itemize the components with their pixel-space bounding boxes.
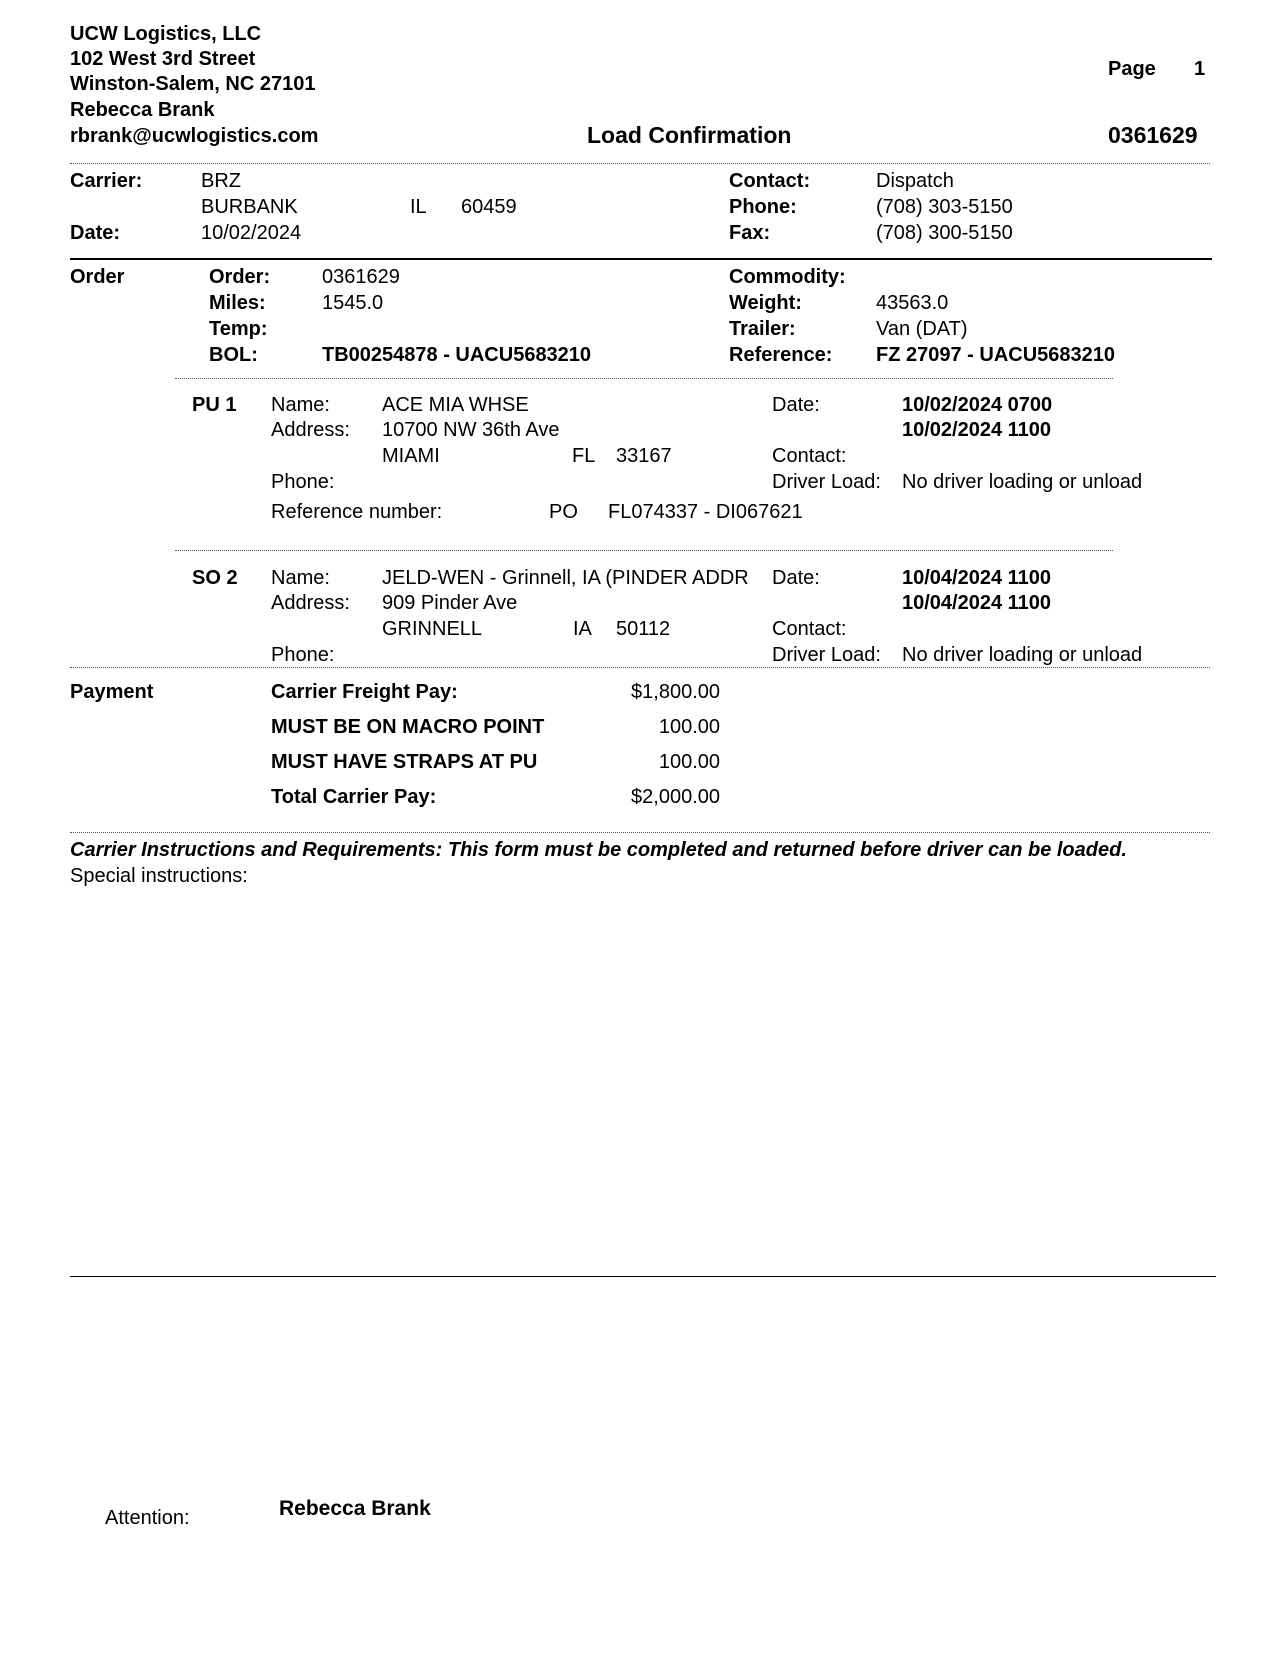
stop-1-state: FL <box>572 445 596 467</box>
stop-2-date-label: Date: <box>772 567 820 589</box>
payment-divider <box>70 832 1210 833</box>
payment-section-label: Payment <box>70 681 154 703</box>
stop-1-contact-label: Contact: <box>772 445 847 467</box>
payment-line-label: MUST BE ON MACRO POINT <box>271 716 545 738</box>
stop-2-code: SO 2 <box>192 567 238 589</box>
company-name: UCW Logistics, LLC <box>70 23 262 45</box>
instructions-heading: Carrier Instructions and Requirements: This form must be completed and returned before driver can be loaded. <box>70 839 1127 861</box>
attention-name: Rebecca Brank <box>279 1497 431 1520</box>
carrier-divider <box>70 258 1212 260</box>
stop-2-address: 909 Pinder Ave <box>382 592 518 614</box>
stop-2-driver-load-label: Driver Load: <box>772 644 881 666</box>
document-title: Load Confirmation <box>587 122 792 148</box>
company-email: rbrank@ucwlogistics.com <box>70 125 319 147</box>
stop-1-code: PU 1 <box>192 394 237 416</box>
order-weight-value: 43563.0 <box>876 292 949 314</box>
carrier-phone-label: Phone: <box>729 196 797 218</box>
order-commodity-label: Commodity: <box>729 266 846 288</box>
carrier-contact-label: Contact: <box>729 170 811 192</box>
order-temp-label: Temp: <box>209 318 268 340</box>
stop-2-name-label: Name: <box>271 567 330 589</box>
carrier-fax-label: Fax: <box>729 222 771 244</box>
order-number-value: 0361629 <box>322 266 400 288</box>
stop-1-phone-label: Phone: <box>271 471 335 493</box>
payment-line-label: Carrier Freight Pay: <box>271 681 458 703</box>
company-contact-name: Rebecca Brank <box>70 99 215 121</box>
order-miles-label: Miles: <box>209 292 266 314</box>
order-weight-label: Weight: <box>729 292 802 314</box>
company-city-state-zip: Winston-Salem, NC 27101 <box>70 73 316 95</box>
stops-divider <box>70 667 1210 668</box>
payment-line-label: MUST HAVE STRAPS AT PU <box>271 751 538 773</box>
stop-1-zip: 33167 <box>616 445 672 467</box>
payment-line-amount: 100.00 <box>658 751 720 773</box>
stop-2-driver-load: No driver loading or unload <box>902 644 1143 666</box>
order-number-label: Order: <box>209 266 271 288</box>
stop-1-address-label: Address: <box>271 419 350 441</box>
stop-2-contact-label: Contact: <box>772 618 847 640</box>
payment-total-label: Total Carrier Pay: <box>271 786 437 808</box>
signature-line <box>70 1276 1216 1277</box>
document-number: 0361629 <box>1108 122 1198 148</box>
stop-1-date-to: 10/02/2024 1100 <box>902 419 1052 441</box>
carrier-value: BRZ <box>201 170 241 192</box>
stop-2-address-label: Address: <box>271 592 350 614</box>
carrier-state: IL <box>410 196 427 218</box>
order-miles-value: 1545.0 <box>322 292 384 314</box>
stop-1-driver-load-label: Driver Load: <box>772 471 881 493</box>
stop-1-driver-load: No driver loading or unload <box>902 471 1143 493</box>
stop-1-city: MIAMI <box>382 445 440 467</box>
order-bol-value: TB00254878 - UACU5683210 <box>322 344 592 366</box>
stop-1-reference-label: Reference number: <box>271 501 443 523</box>
stop-1-date-from: 10/02/2024 0700 <box>902 394 1053 416</box>
carrier-zip: 60459 <box>461 196 517 218</box>
order-trailer-value: Van (DAT) <box>876 318 968 340</box>
carrier-fax-value: (708) 300-5150 <box>876 222 1013 244</box>
page-number: 1 <box>1194 58 1206 80</box>
carrier-phone-value: (708) 303-5150 <box>876 196 1013 218</box>
order-reference-label: Reference: <box>729 344 833 366</box>
page-label: Page <box>1108 58 1156 80</box>
stop-2-city: GRINNELL <box>382 618 483 640</box>
stop-2-date-to: 10/04/2024 1100 <box>902 592 1052 614</box>
stop-1-date-label: Date: <box>772 394 820 416</box>
stop-2-date-from: 10/04/2024 1100 <box>902 567 1052 589</box>
stop-2-name: JELD-WEN - Grinnell, IA (PINDER ADDR <box>382 567 749 589</box>
stop-1-reference-type: PO <box>549 501 578 523</box>
stop-divider <box>175 550 1113 551</box>
payment-total-amount: $2,000.00 <box>631 786 720 808</box>
carrier-date-value: 10/02/2024 <box>201 222 302 244</box>
order-divider <box>175 378 1113 379</box>
stop-1-name-label: Name: <box>271 394 330 416</box>
stop-2-state: IA <box>573 618 592 640</box>
carrier-date-label: Date: <box>70 222 121 244</box>
special-instructions-label: Special instructions: <box>70 865 248 887</box>
carrier-city: BURBANK <box>201 196 298 218</box>
company-street: 102 West 3rd Street <box>70 48 256 70</box>
order-bol-label: BOL: <box>209 344 258 366</box>
stop-1-address: 10700 NW 36th Ave <box>382 419 560 441</box>
order-reference-value: FZ 27097 - UACU5683210 <box>876 344 1116 366</box>
order-section-label: Order <box>70 266 125 288</box>
header-divider <box>70 163 1210 164</box>
stop-1-reference-value: FL074337 - DI067621 <box>608 501 803 523</box>
carrier-contact-value: Dispatch <box>876 170 954 192</box>
order-trailer-label: Trailer: <box>729 318 796 340</box>
stop-1-name: ACE MIA WHSE <box>382 394 529 416</box>
stop-2-zip: 50112 <box>616 618 671 640</box>
payment-line-amount: 100.00 <box>658 716 720 738</box>
stop-2-phone-label: Phone: <box>271 644 335 666</box>
attention-label: Attention: <box>105 1507 190 1529</box>
carrier-label: Carrier: <box>70 170 143 192</box>
payment-line-amount: $1,800.00 <box>631 681 720 703</box>
